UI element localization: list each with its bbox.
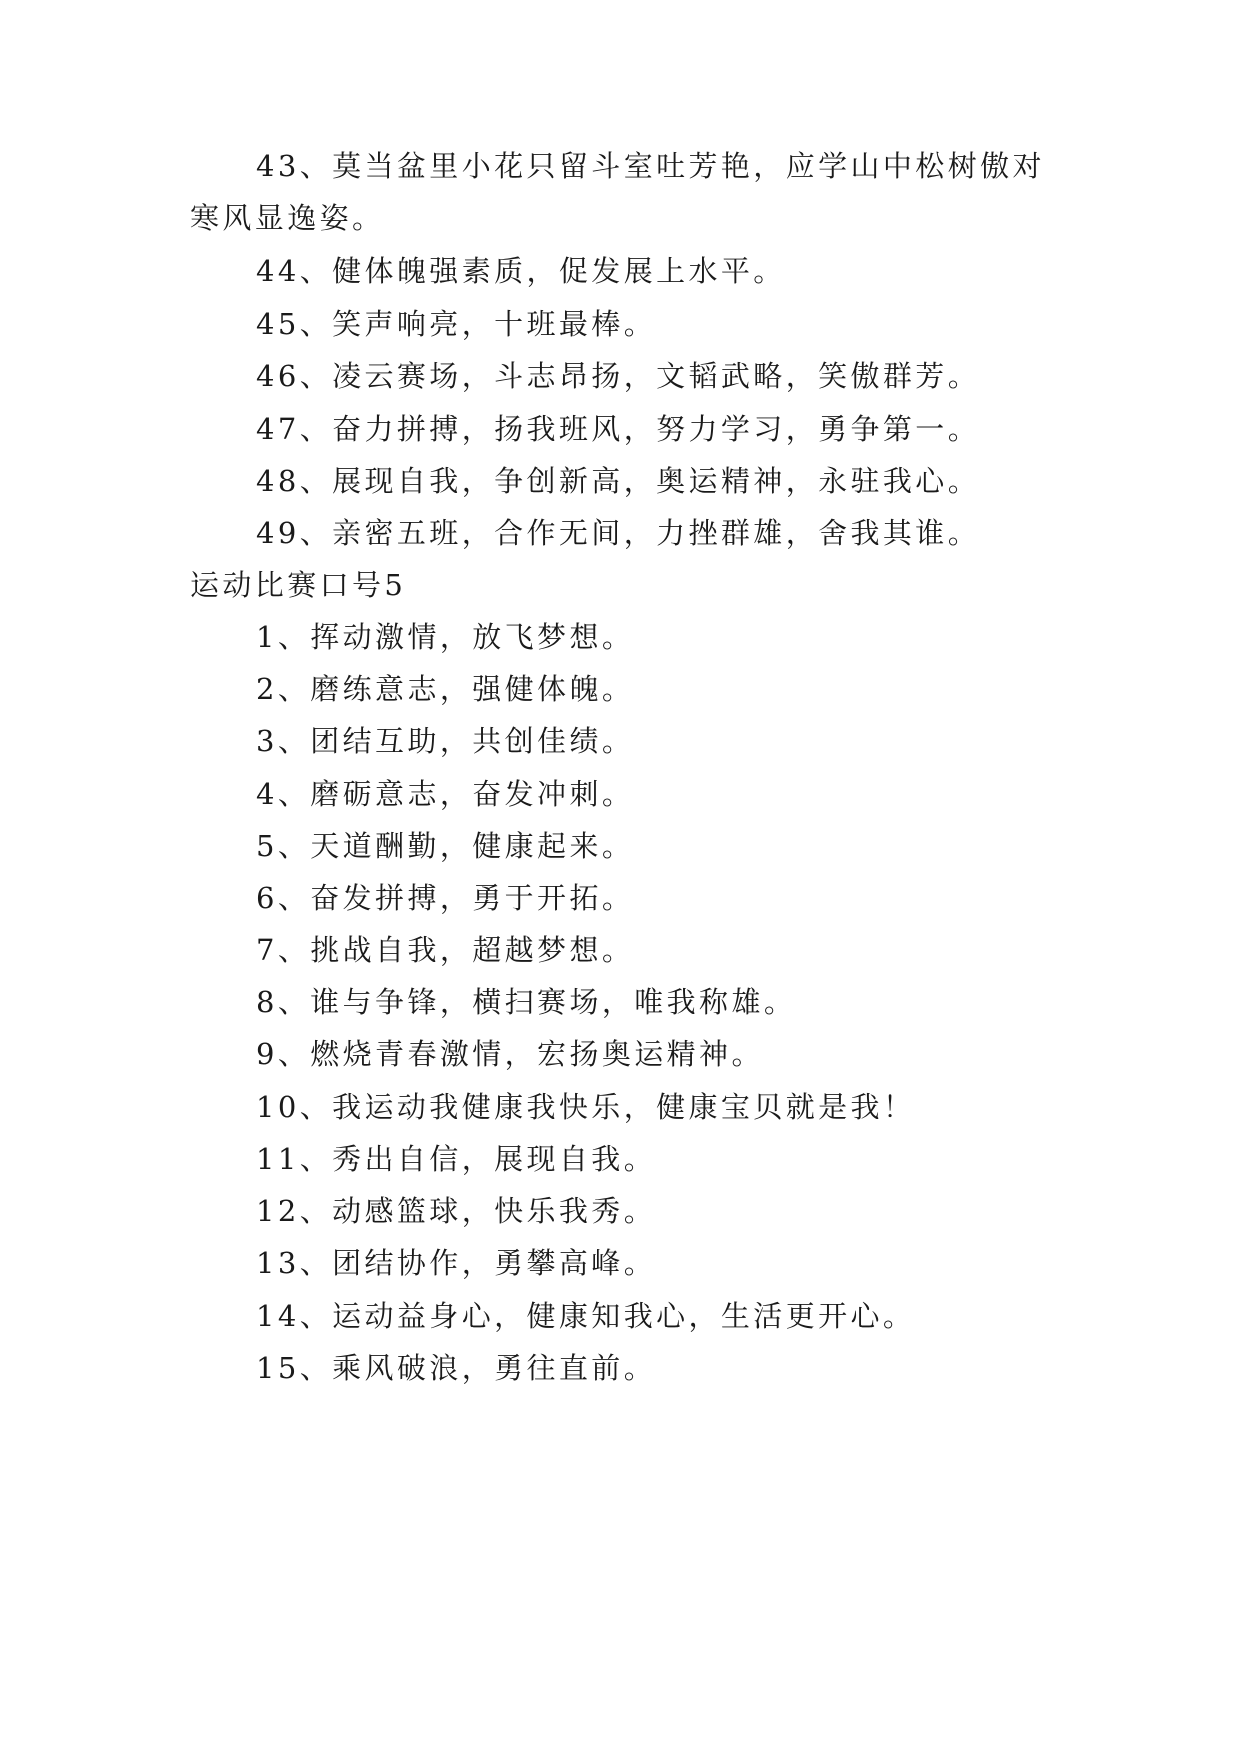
slogan-item-2: 2、磨练意志，强健体魄。 bbox=[256, 672, 635, 706]
section-heading: 运动比赛口号5 bbox=[190, 568, 407, 602]
slogan-item-5: 5、天道酬勤，健康起来。 bbox=[256, 829, 635, 863]
slogan-item-47: 47、奋力拼搏，扬我班风，努力学习，勇争第一。 bbox=[256, 412, 981, 446]
slogan-item-8: 8、谁与争锋，横扫赛场，唯我称雄。 bbox=[256, 985, 797, 1019]
slogan-item-43: 43、莫当盆里小花只留斗室吐芳艳，应学山中松树傲对 bbox=[256, 149, 1045, 183]
slogan-item-11: 11、秀出自信，展现自我。 bbox=[256, 1142, 657, 1176]
slogan-item-9: 9、燃烧青春激情，宏扬奥运精神。 bbox=[256, 1037, 764, 1071]
slogan-item-48: 48、展现自我，争创新高，奥运精神，永驻我心。 bbox=[256, 464, 981, 498]
slogan-item-15: 15、乘风破浪，勇往直前。 bbox=[256, 1351, 657, 1385]
slogan-item-44: 44、健体魄强素质，促发展上水平。 bbox=[256, 254, 786, 288]
slogan-item-6: 6、奋发拼搏，勇于开拓。 bbox=[256, 881, 635, 915]
slogan-item-49: 49、亲密五班，合作无间，力挫群雄，舍我其谁。 bbox=[256, 516, 981, 550]
slogan-item-43-continuation: 寒风显逸姿。 bbox=[190, 201, 385, 235]
slogan-item-7: 7、挑战自我，超越梦想。 bbox=[256, 933, 635, 967]
slogan-item-1: 1、挥动激情，放飞梦想。 bbox=[256, 620, 635, 654]
slogan-item-3: 3、团结互助，共创佳绩。 bbox=[256, 724, 635, 758]
slogan-item-46: 46、凌云赛场，斗志昂扬，文韬武略，笑傲群芳。 bbox=[256, 359, 981, 393]
slogan-item-14: 14、运动益身心，健康知我心，生活更开心。 bbox=[256, 1299, 916, 1333]
slogan-item-45: 45、笑声响亮，十班最棒。 bbox=[256, 307, 657, 341]
slogan-item-4: 4、磨砺意志，奋发冲刺。 bbox=[256, 777, 635, 811]
slogan-item-13: 13、团结协作，勇攀高峰。 bbox=[256, 1246, 657, 1280]
slogan-item-10: 10、我运动我健康我快乐，健康宝贝就是我！ bbox=[256, 1090, 916, 1124]
slogan-item-12: 12、动感篮球，快乐我秀。 bbox=[256, 1194, 657, 1228]
